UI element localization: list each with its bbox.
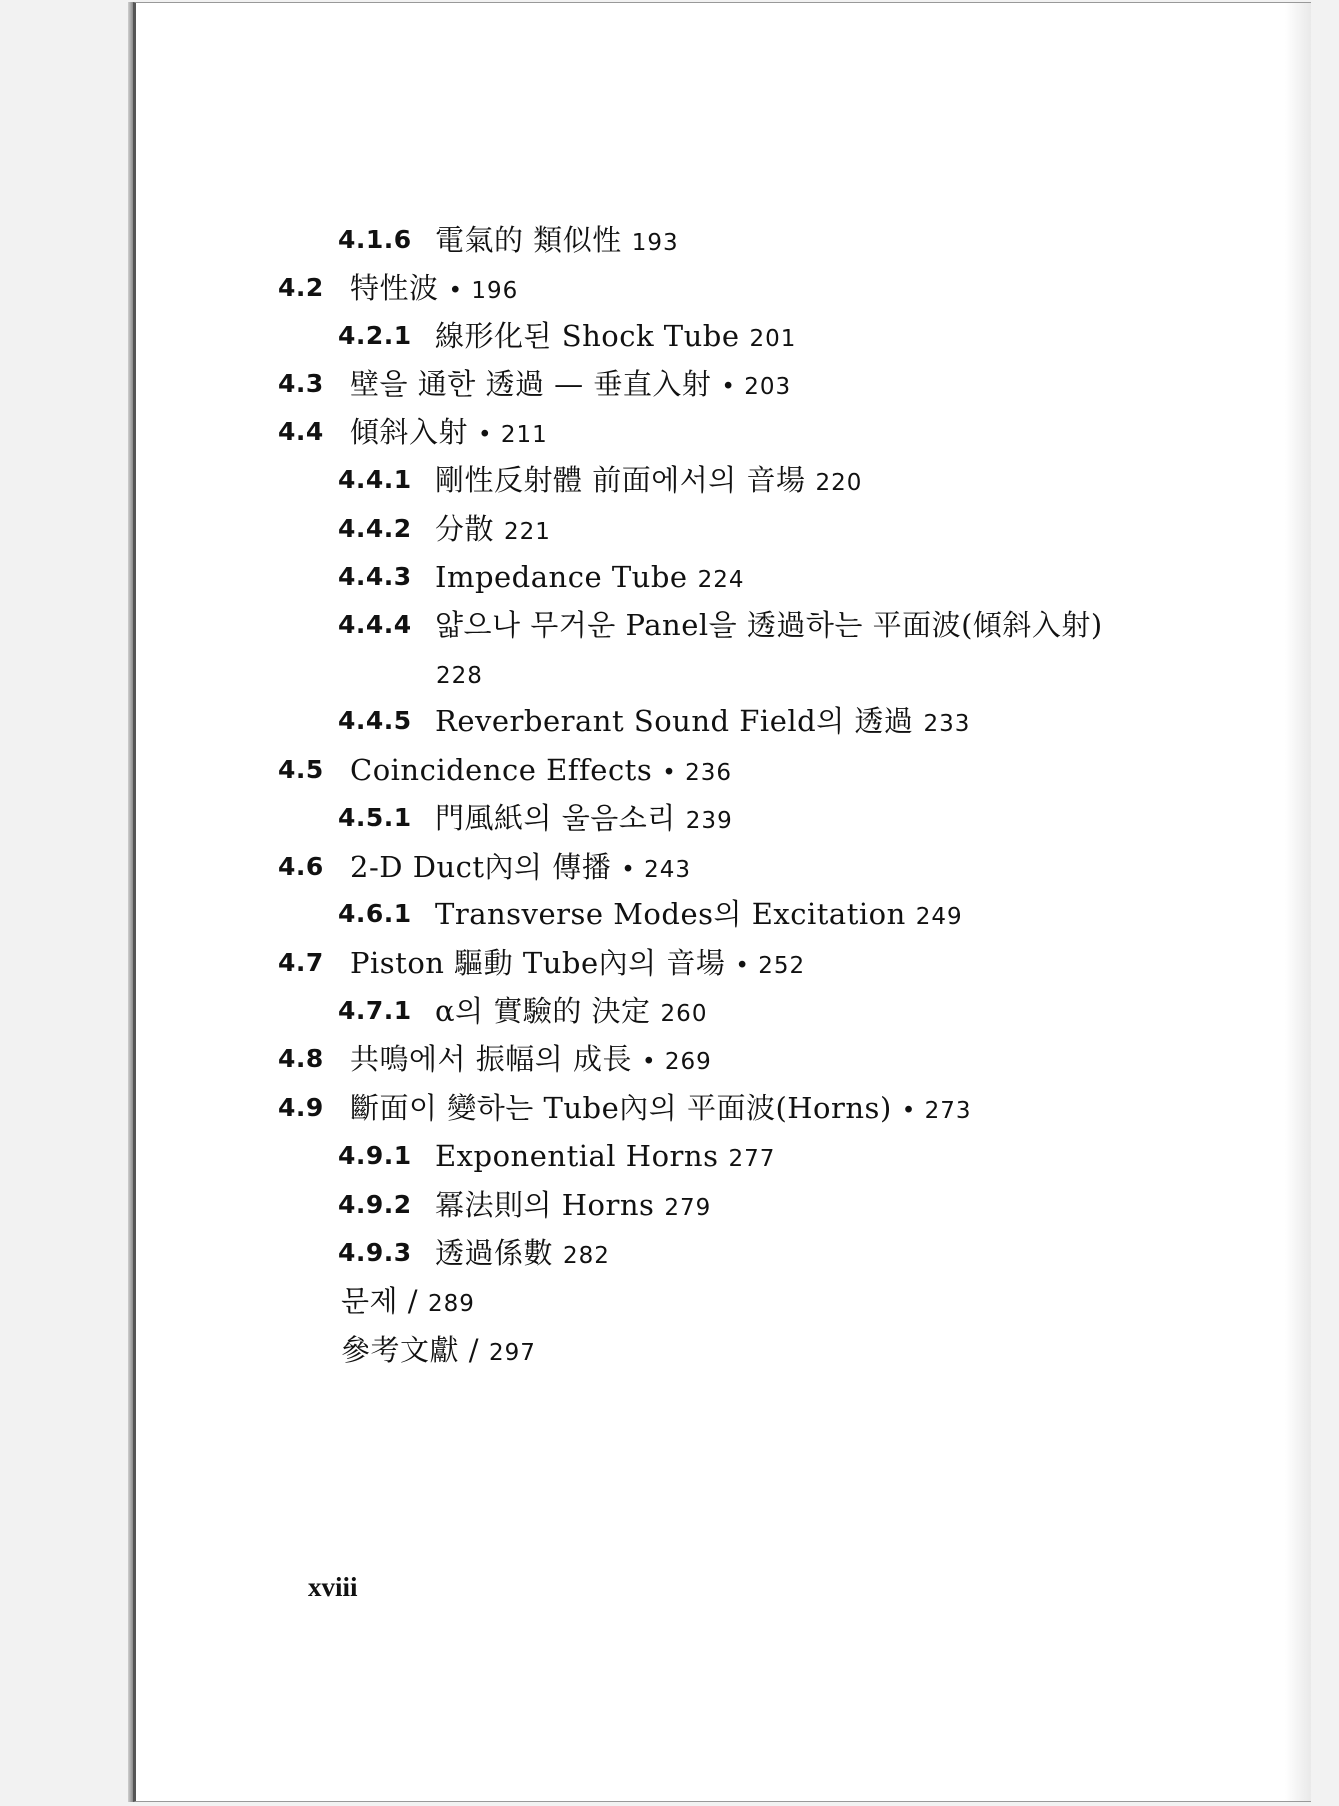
page-number: 260 — [660, 1001, 708, 1027]
section-title: 壁을 通한 透過 — 垂直入射 — [350, 367, 712, 401]
section-title: Transverse Modes의 Excitation — [435, 897, 906, 931]
section-title: 參考文獻 / — [341, 1333, 479, 1367]
page-number: • 196 — [448, 278, 519, 304]
page-number: 289 — [428, 1291, 475, 1317]
section-number: 4.9 — [278, 1093, 324, 1122]
section-title-line — [350, 366, 791, 405]
section-title-line — [435, 800, 733, 839]
section-title: Reverberant Sound Field의 透過 — [435, 704, 914, 738]
section-title: 剛性反射體 前面에서의 音場 — [435, 463, 806, 497]
section-number: 4.6.1 — [338, 899, 412, 928]
section-number: 4.5.1 — [338, 803, 412, 832]
section-title: Exponential Horns — [435, 1139, 719, 1173]
section-title-line — [435, 511, 551, 550]
section-title-line — [435, 462, 862, 501]
section-number: 4.7.1 — [338, 996, 412, 1025]
section-number: 4.9.2 — [338, 1190, 412, 1219]
section-number: 4.6 — [278, 852, 324, 881]
section-number: 4.5 — [278, 755, 324, 784]
section-title: Coincidence Effects — [350, 753, 653, 787]
section-title-line — [350, 849, 691, 888]
page-number: 297 — [489, 1340, 536, 1366]
section-title: 線形化된 Shock Tube — [435, 319, 740, 353]
section-title-line — [436, 655, 483, 694]
section-title: Impedance Tube — [435, 560, 688, 594]
section-title-line — [435, 1235, 610, 1274]
section-title-line — [435, 703, 970, 742]
page-number: 224 — [697, 567, 745, 593]
section-title-line — [435, 1138, 775, 1177]
section-title-line — [350, 1041, 712, 1080]
section-title: 共鳴에서 振幅의 成長 — [350, 1042, 632, 1076]
section-title: 傾斜入射 — [350, 415, 469, 449]
section-title: 문제 / — [341, 1284, 419, 1318]
page-number: • 269 — [641, 1049, 712, 1075]
section-number: 4.2 — [278, 273, 324, 302]
section-title-line — [435, 318, 796, 357]
page-number: • 211 — [478, 422, 548, 448]
section-title: 斷面이 變하는 Tube內의 平面波(Horns) — [350, 1091, 892, 1125]
page-number: 282 — [563, 1243, 610, 1269]
section-title: 얇으나 무거운 Panel을 透過하는 平面波(傾斜入射) — [435, 608, 1103, 642]
page-number: • 236 — [662, 760, 732, 786]
section-number: 4.4.4 — [338, 610, 412, 639]
section-title: 分散 — [435, 512, 495, 546]
section-title-line — [350, 270, 518, 309]
section-number: 4.4.5 — [338, 706, 412, 735]
section-title: Piston 驅動 Tube內의 音場 — [350, 946, 726, 980]
section-number: 4.4.1 — [338, 465, 412, 494]
section-title-line — [435, 993, 707, 1032]
section-title: 特性波 — [350, 271, 439, 305]
section-title-line — [341, 1332, 536, 1371]
page-number: • 252 — [735, 953, 806, 979]
page-number: • 203 — [721, 374, 792, 400]
section-title-line — [435, 222, 679, 261]
section-title: 透過係數 — [435, 1236, 554, 1270]
section-title-line — [435, 896, 963, 935]
section-number: 4.4.3 — [338, 562, 412, 591]
section-number: 4.4.2 — [338, 514, 412, 543]
section-title: 2-D Duct內의 傳播 — [350, 850, 612, 884]
section-title: 電氣的 類似性 — [435, 223, 622, 257]
section-number: 4.9.1 — [338, 1141, 412, 1170]
page-number: 221 — [504, 519, 551, 545]
section-number: 4.1.6 — [338, 225, 412, 254]
section-title-line — [341, 1283, 475, 1322]
page-number: • 273 — [901, 1098, 972, 1124]
page-folio: xviii — [308, 1572, 358, 1602]
section-number: 4.2.1 — [338, 321, 412, 350]
page-number: 277 — [728, 1146, 776, 1172]
page-number: 233 — [923, 711, 971, 737]
section-title-line — [435, 1187, 711, 1226]
page-number: 249 — [915, 904, 963, 930]
page-number: 193 — [631, 230, 679, 256]
page-number: • 243 — [621, 857, 692, 883]
section-title-line — [350, 1090, 972, 1129]
section-number: 4.7 — [278, 948, 324, 977]
page-number: 220 — [815, 470, 863, 496]
section-number: 4.4 — [278, 417, 324, 446]
section-title-line — [435, 559, 745, 598]
section-title: α의 實驗的 決定 — [435, 994, 651, 1028]
page-number: 201 — [749, 326, 797, 352]
section-number: 4.3 — [278, 369, 324, 398]
section-number: 4.8 — [278, 1044, 324, 1073]
page-number: 228 — [436, 663, 483, 689]
section-title-line — [350, 752, 732, 791]
section-title: 冪法則의 Horns — [435, 1188, 655, 1222]
page-number: 239 — [685, 808, 733, 834]
page-number: 279 — [664, 1195, 712, 1221]
section-title-line — [350, 414, 548, 453]
section-title-line — [350, 945, 805, 984]
section-title-line — [435, 607, 1113, 646]
section-title: 門風紙의 울음소리 — [435, 801, 676, 835]
section-number: 4.9.3 — [338, 1238, 412, 1267]
